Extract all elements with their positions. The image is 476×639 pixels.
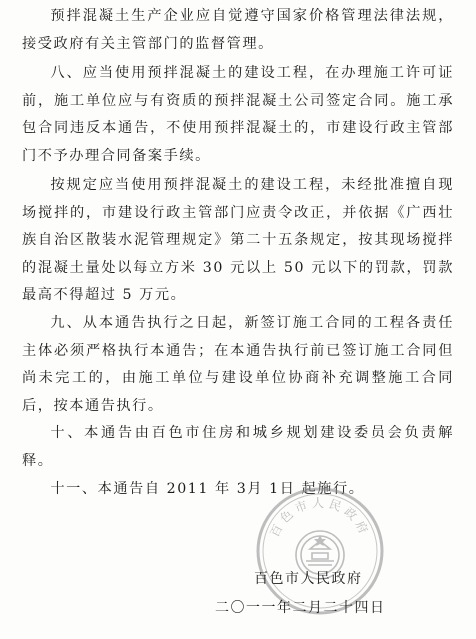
paragraph-article-10: 十、本通告由百色市住房和城乡规划建设委员会负责解释。 [22,425,454,469]
paragraph-price-regulation: 预拌混凝土生产企业应自觉遵守国家价格管理法律法规，接受政府有关主管部门的监督管理。 [22,8,454,52]
signature-organization: 百色市人民政府 [254,571,363,587]
signature-date: 二〇一一年二月二十四日 [215,600,386,616]
paragraph-article-9: 九、从本通告执行之日起，新签订施工合同的工程各责任主体必须严格执行本通告；在本通告执行前已签订施工合同但尚未完工的，由施工单位与建设单位协商补充调整施工合同后，按本通告执行。 [22,315,454,414]
paragraph-article-11: 十一、本通告自 2011 年 3月 1日 起施行。 [50,481,365,497]
paragraph-article-8: 八、应当使用预拌混凝土的建设工程，在办理施工许可证前，施工单位应与有资质的预拌混凝土公司签定合同。施工承包合同违反本通告，不使用预拌混凝土的，市建设行政主管部门不予办理合同备案手续。 [22,65,454,164]
paragraph-article-8-penalty: 按规定应当使用预拌混凝土的建设工程，未经批准擅自现场搅拌的，市建设行政主管部门应责令改正，并依据《广西壮族自治区散装水泥管理规定》第二十五条规定，按其现场搅拌的混凝土量处以每立方米 30 元以上 50 元以下的罚款，罚款最高不得超过 5 万元。 [22,177,454,303]
seal-text: 百色市人民政府 [267,496,373,540]
